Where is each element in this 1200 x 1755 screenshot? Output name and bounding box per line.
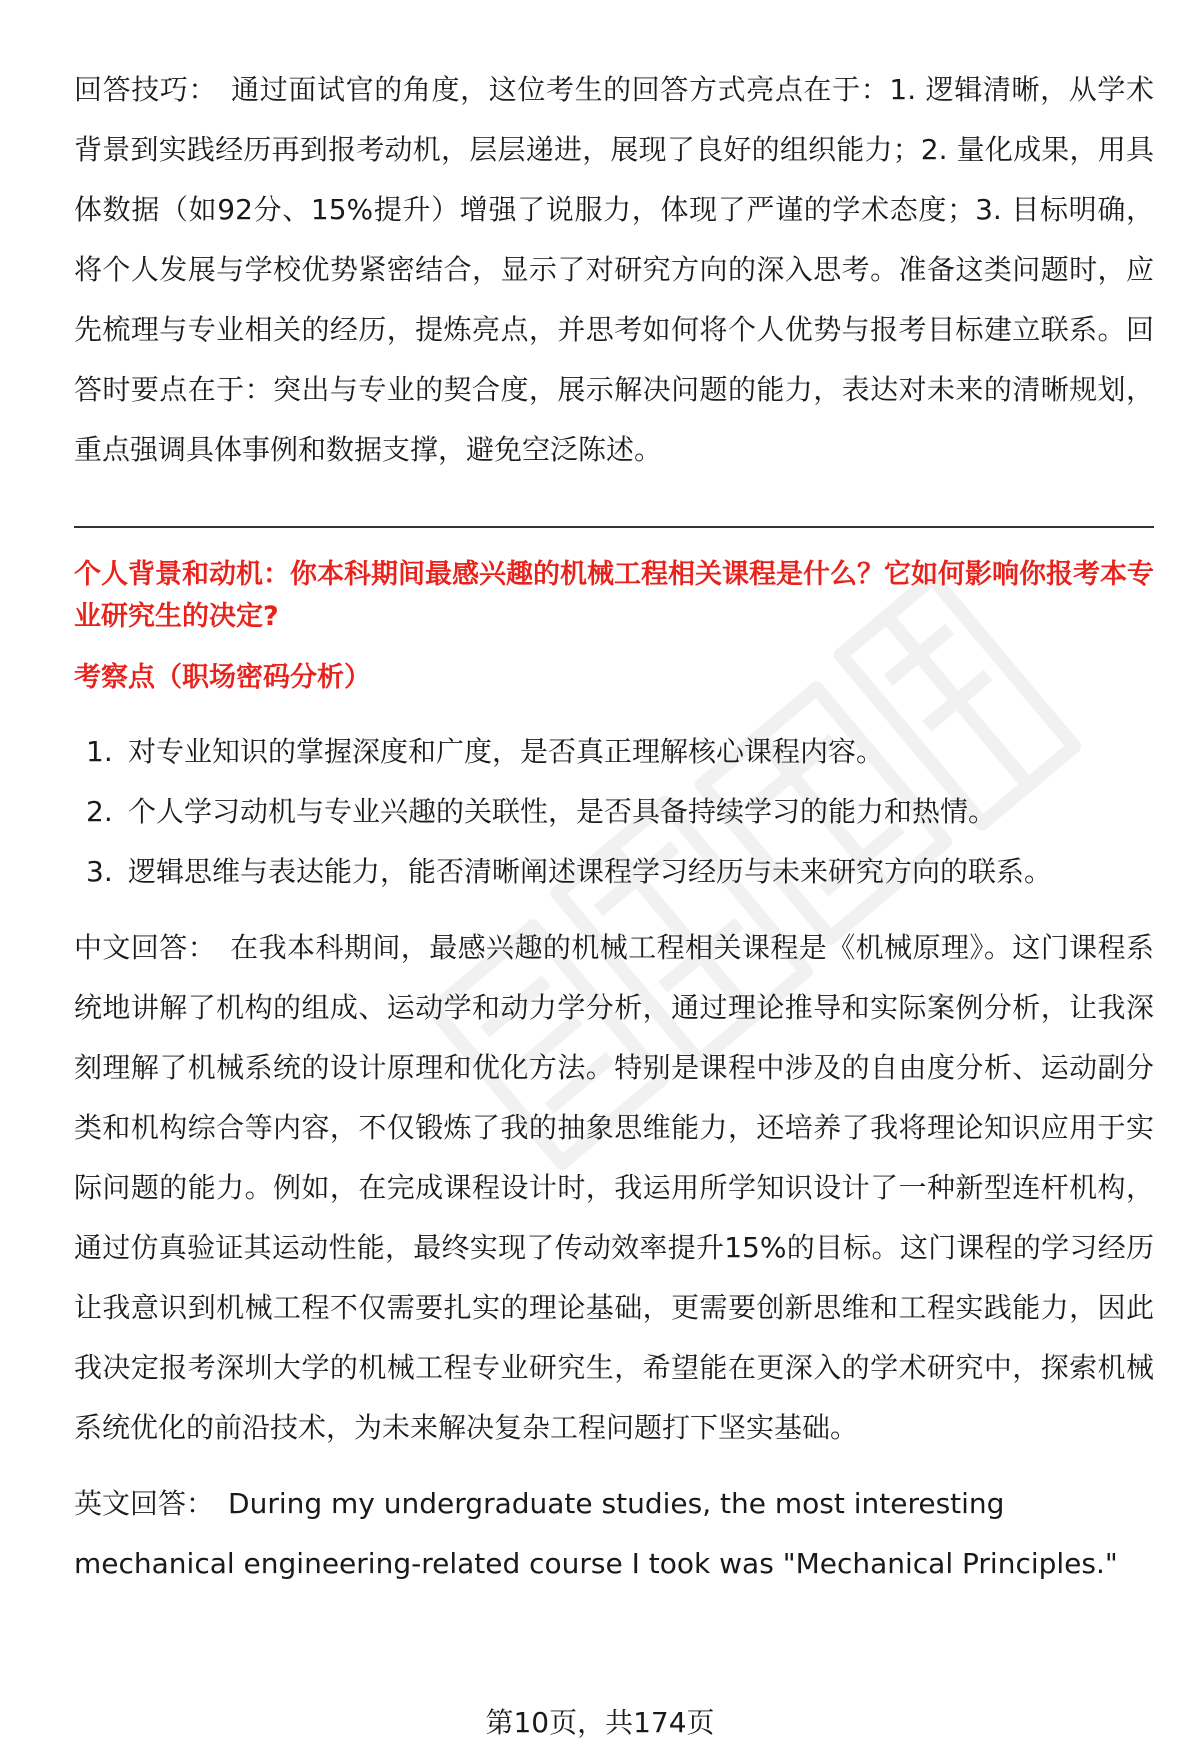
interview-question: 个人背景和动机：你本科期间最感兴趣的机械工程相关课程是什么？它如何影响你报考本专业研究生的决定? bbox=[74, 559, 1154, 632]
chinese-answer-paragraph bbox=[74, 918, 1154, 1458]
english-answer-text: During my undergraduate studies, the most interesting mechanical engineering-related course I took was "Mechanical Principles." bbox=[74, 1487, 1118, 1580]
chinese-answer-text: 在我本科期间，最感兴趣的机械工程相关课程是《机械原理》。这门课程系统地讲解了机构的组成、运动学和动力学分析，通过理论推导和实际案例分析，让我深刻理解了机械系统的设计原理和优化方法。特别是课程中涉及的自由度分析、运动副分类和机构综合等内容，不仅锻炼了我的抽象思维能力，还培养了我将理论知识应用于实际问题的能力。例如，在完成课程设计时，我运用所学知识设计了一种新型连杆机构，通过仿真验证其运动性能，最终实现了传动效率提升15%的目标。这门课程的学习经历让我意识到机械工程不仅需要扎实的理论基础，更需要创新思维和工程实践能力，因此我决定报考深圳大学的机械工程专业研究生，希望能在更深入的学术研究中，探索机械系统优化的前沿技术，为未来解决复杂工程问题打下坚实基础。 bbox=[74, 931, 1154, 1444]
assessment-point bbox=[74, 722, 1154, 782]
assessment-point-number: 3. bbox=[86, 855, 113, 888]
english-answer-label: 英文回答： bbox=[74, 1487, 215, 1520]
answer-tip-label: 回答技巧： bbox=[74, 73, 218, 106]
assessment-point bbox=[74, 842, 1154, 902]
assessment-point-text: 对专业知识的掌握深度和广度，是否真正理解核心课程内容。 bbox=[128, 735, 885, 768]
assessment-points-list bbox=[74, 722, 1154, 902]
answer-tip-paragraph bbox=[74, 60, 1154, 480]
assessment-point-number: 1. bbox=[86, 735, 113, 768]
english-answer-paragraph bbox=[74, 1474, 1154, 1594]
assessment-point-number: 2. bbox=[86, 795, 113, 828]
section-divider bbox=[74, 526, 1154, 528]
page-number-footer: 第10页，共174页 bbox=[485, 1706, 715, 1739]
document-content bbox=[74, 60, 1154, 1594]
assessment-point-text: 逻辑思维与表达能力，能否清晰阐述课程学习经历与未来研究方向的联系。 bbox=[128, 855, 1053, 888]
answer-tip-text: 通过面试官的角度，这位考生的回答方式亮点在于：1. 逻辑清晰，从学术背景到实践经历再到报考动机，层层递进，展现了良好的组织能力；2. 量化成果，用具体数据（如92分、15%提升）增强了说服力，体现了严谨的学术态度；3. 目标明确，将个人发展与学校优势紧密结合，显示了对研究方向的深入思考。准备这类问题时，应先梳理与专业相关的经历，提炼亮点，并思考如何将个人优势与报考目标建立联系。回答时要点在于：突出与专业的契合度，展示解决问题的能力，表达对未来的清晰规划，重点强调具体事例和数据支撑，避免空泛陈述。 bbox=[74, 73, 1154, 466]
chinese-answer-label: 中文回答： bbox=[74, 931, 217, 964]
assessment-point bbox=[74, 782, 1154, 842]
assessment-heading: 考察点（职场密码分析） bbox=[74, 662, 371, 693]
assessment-point-text: 个人学习动机与专业兴趣的关联性，是否具备持续学习的能力和热情。 bbox=[128, 795, 997, 828]
